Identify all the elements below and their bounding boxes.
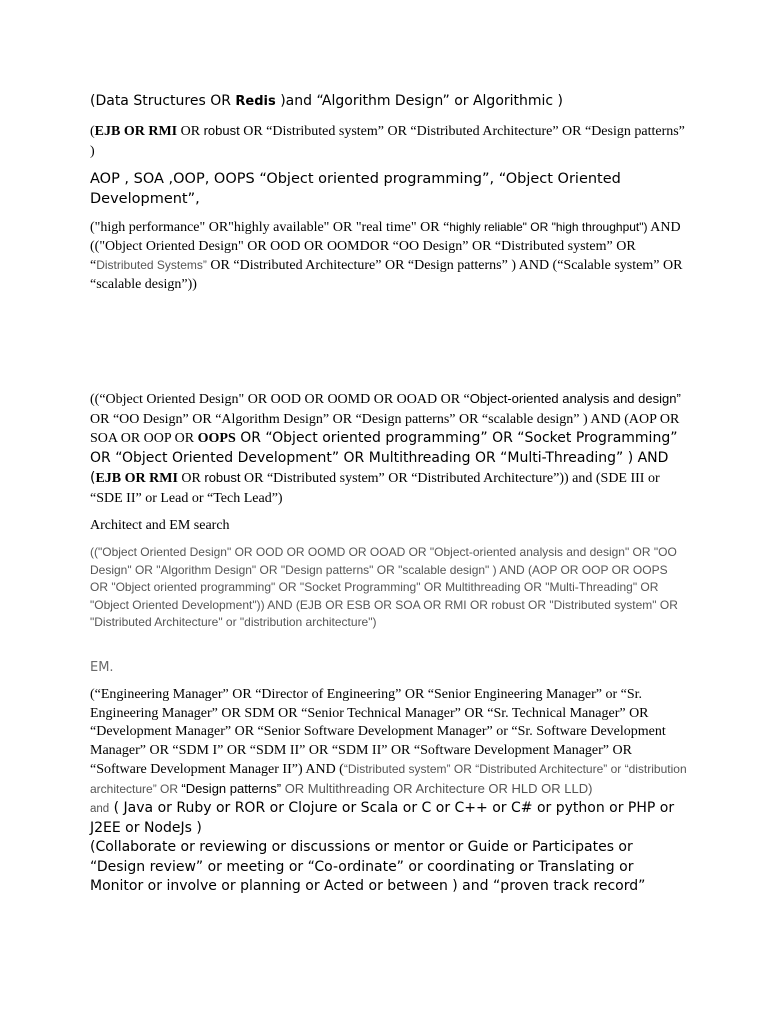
text-segment: (Collaborate or reviewing or discussions or mentor or Guide or Participates or “Design review” or meeting or “Co-ordinate” or coordinating or Translating or Monitor or involve or planning or Acted or between ) and “proven track record”: [90, 839, 646, 894]
text-segment-sans: Object-oriented analysis and design”: [469, 391, 681, 406]
text-segment: OR: [177, 471, 205, 486]
text-segment: (Data Structures OR: [90, 93, 236, 109]
text-segment: ("high performance" OR"highly available" OR "real time" OR “: [90, 220, 450, 235]
and-connector: and: [90, 803, 110, 815]
query-aop-soa: [90, 169, 690, 209]
text-segment-grey: OR Multithreading OR Architecture OR HLD OR LLD): [281, 780, 593, 796]
heading-text: Architect and EM search: [90, 518, 230, 533]
ejb-rmi-keyword: EJB OR RMI: [94, 124, 178, 139]
robust-keyword: robust: [203, 123, 240, 138]
text-segment: )and “Algorithm Design” or Algorithmic ): [275, 93, 564, 109]
query-architect: [90, 544, 680, 632]
query-data-structures: [90, 91, 690, 112]
text-segment-small: highly reliable" OR "high throughput"): [449, 220, 648, 234]
text-segment: OR “OO Design” OR “Algorithm Design” OR “Design patterns” OR “scalable design” ) AND (AOP OR SOA OR OOP OR: [90, 411, 680, 446]
heading-text: EM.: [90, 660, 114, 675]
open-paren: (: [90, 124, 95, 139]
text-segment-grey: “Distributed system” OR “Distributed Architecture” or “distribution architecture” OR: [90, 762, 687, 796]
query-engineering-manager: [90, 686, 690, 838]
query-object-oriented-design: [90, 389, 690, 508]
section-heading-architect-em: [90, 516, 690, 536]
text-segment: OR “Distributed Architecture” OR “Design patterns” ) AND (“Scalable system” OR “scalable design”)): [90, 258, 683, 292]
text-segment: AOP , SOA ,OOP, OOPS “Object oriented programming”, “Object Oriented Development”,: [90, 171, 621, 207]
text-segment-grey: Distributed Systems”: [96, 258, 207, 272]
redis-keyword: Redis: [235, 94, 276, 109]
oops-keyword: OOPS: [197, 431, 236, 446]
section-heading-em: [90, 658, 690, 678]
text-segment: OR “Distributed system” OR “Distributed Architecture” OR “Design patterns” ): [90, 124, 685, 159]
text-segment: OR “Distributed system” OR “Distributed Architecture”)) and (SDE III or “SDE II” or Lead or “Tech Lead”): [90, 471, 660, 506]
text-segment-sans: ( Java or Ruby or ROR or Clojure or Scala or C or C++ or C# or python or PHP or J2EE or NodeJs ): [90, 800, 675, 836]
text-segment: OR: [177, 124, 204, 139]
ejb-rmi-keyword: EJB OR RMI: [95, 471, 178, 486]
query-collaborate: [90, 838, 690, 897]
text-segment: (("Object Oriented Design" OR OOD OR OOMD OR OOAD OR "Object-oriented analysis and design" OR "OO Design" OR "Algorithm Design" OR "Design patterns" OR "scalable design" ) AND (AOP OR OOP OR OOPS OR "Object oriented programming" OR "Socket Programming" OR Multithreading OR "Multi-Threading" OR "Object Oriented Development")) AND (EJB OR ESB OR SOA OR RMI OR robust OR "Distributed system" OR "Distributed Architecture" or "distribution architecture"): [90, 545, 678, 629]
text-segment: (“Engineering Manager” OR “Director of Engineering” OR “Senior Engineering Manager” or “Sr. Engineering Manager” OR SDM OR “Senior Technical Manager” OR “Sr. Technical Manager” OR “Development Manager” OR “Senior Software Development Manager” or “Sr. Software Development Manager” OR “SDM I” OR “SDM II” OR “SDM II” OR “Software Development Manager” OR “Software Development Manager II”) AND (: [90, 687, 666, 777]
text-segment-sans: “Design patterns”: [181, 780, 282, 796]
query-ejb-rmi: [90, 121, 690, 162]
robust-keyword: robust: [204, 470, 241, 485]
query-high-performance: [90, 218, 690, 294]
text-segment: AND (("Object Oriented Design" OR OOD OR OOMDOR “OO Design” OR “Distributed system” OR “: [90, 220, 681, 273]
text-segment: ((“Object Oriented Design" OR OOD OR OOMD OR OOAD OR “: [90, 392, 470, 407]
text-segment-sans: OR “Object oriented programming” OR “Socket Programming” OR “Object Oriented Development” OR Multithreading OR “Multi-Threading” ) AND (: [90, 430, 678, 486]
